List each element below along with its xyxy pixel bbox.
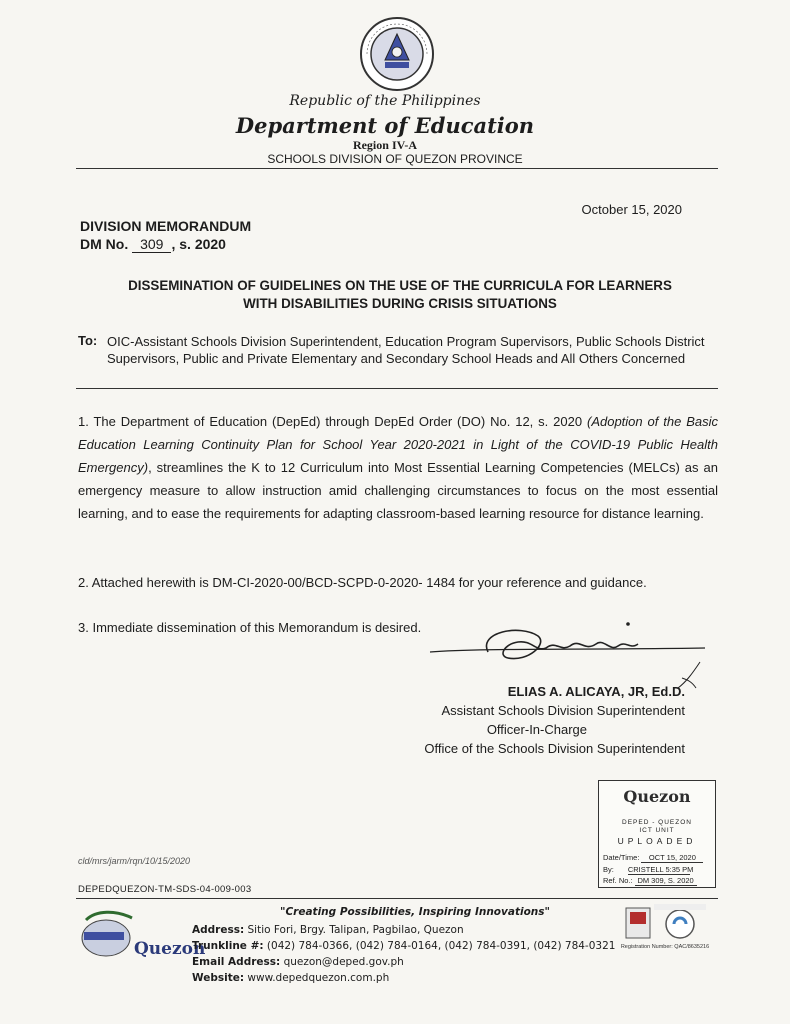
dm-suffix: , s. 2020: [171, 236, 226, 252]
deped-seal-logo: [359, 16, 435, 92]
stamp-by-label: By:: [603, 865, 614, 874]
website-label: Website:: [192, 972, 245, 984]
upload-stamp: [598, 780, 716, 888]
tagline: "Creating Possibilities, Inspiring Innovations": [280, 906, 550, 918]
website-value: www.depedquezon.com.ph: [247, 972, 390, 984]
paragraph-1-text-a: 1. The Department of Education (DepEd) through DepEd Order (DO) No. 12, s. 2020: [78, 414, 587, 429]
recipients-divider: [76, 388, 718, 389]
paragraph-1: [78, 410, 718, 525]
signature-image: [420, 618, 710, 690]
paragraph-2: 2. Attached herewith is DM-CI-2020-00/BCD-SCPD-0-2020- 1484 for your reference and guidance.: [78, 575, 647, 590]
trunkline-row: [192, 938, 615, 954]
paragraph-3: 3. Immediate dissemination of this Memorandum is desired.: [78, 620, 422, 635]
region-heading: Region IV-A: [352, 138, 418, 152]
stamp-unit: [599, 819, 715, 835]
division-heading: SCHOOLS DIVISION OF QUEZON PROVINCE: [267, 152, 523, 166]
trunkline-label: Trunkline #:: [192, 940, 264, 952]
stamp-ref-label: Ref. No.:: [603, 876, 633, 885]
signatory-title-1: Assistant Schools Division Superintendent: [441, 703, 685, 718]
paragraph-1-text-b: , streamlines the K to 12 Curriculum into Most Essential Learning Competencies (MELCs) as an emergency measure to allow instruction amid challenging circumstances to focus on the most essential learning, and to ease the requirements for adapting classroom-based learning resource for distance learning.: [78, 460, 718, 521]
stamp-by-value: CRISTELL 5:35 PM: [627, 865, 694, 874]
signatory-title-3: Office of the Schools Division Superintendent: [424, 741, 685, 756]
contact-info: [192, 922, 615, 986]
subject-line-1: DISSEMINATION OF GUIDELINES ON THE USE OF THE CURRICULA FOR LEARNERS: [128, 278, 672, 293]
recipients: OIC-Assistant Schools Division Superintendent, Education Program Supervisors, Public Schools District Supervisors, Public and Private Elementary and Secondary School Heads and All Others Concerned: [107, 334, 705, 366]
stamp-ref-row: [603, 876, 711, 886]
address-row: [192, 922, 615, 938]
memo-type: DIVISION MEMORANDUM: [80, 218, 252, 234]
initials-line: cld/mrs/jarm/rqn/10/15/2020: [78, 856, 191, 866]
subject-line-2: WITH DISABILITIES DURING CRISIS SITUATIONS: [243, 296, 557, 311]
footer-divider: [76, 898, 718, 899]
memo-date: October 15, 2020: [581, 202, 682, 217]
deped-quezon-logo: [76, 908, 206, 962]
email-label: Email Address:: [192, 956, 281, 968]
signatory-name: ELIAS A. ALICAYA, JR, Ed.D.: [507, 684, 685, 699]
dm-number: 309: [132, 236, 171, 253]
memo-subject: [80, 277, 720, 313]
stamp-ref-value: DM 309, S. 2020: [635, 876, 697, 886]
signatory-title-2: Officer-In-Charge: [486, 722, 587, 737]
document-code: DEPEDQUEZON-TM-SDS-04-009-003: [78, 884, 252, 895]
stamp-unit-line-2: ICT UNIT: [639, 827, 675, 834]
stamp-logo: Quezon: [623, 787, 691, 806]
memo-number: [80, 236, 226, 253]
email-row: [192, 954, 615, 970]
signatory-block: [380, 682, 685, 758]
paragraph-1-italic: (Adoption of the Basic Education Learning Continuity Plan for School Year 2020-2021 in Light of the COVID-19 Public Health Emergency): [78, 414, 718, 475]
address-label: Address:: [192, 924, 245, 936]
email-value: quezon@deped.gov.ph: [283, 956, 404, 968]
stamp-status: UPLOADED: [617, 836, 697, 846]
footer-logo-text: Quezon: [134, 939, 206, 959]
stamp-unit-line-1: DEPED - QUEZON: [622, 819, 692, 826]
address-value: Sitio Fori, Brgy. Talipan, Pagbilao, Quezon: [247, 924, 464, 936]
republic-heading: Republic of the Philippines: [289, 93, 481, 109]
stamp-datetime-value: OCT 15, 2020: [641, 853, 703, 863]
stamp-by-row: [603, 865, 711, 875]
website-row: [192, 970, 615, 986]
stamp-datetime-row: [603, 853, 711, 863]
iso-certification-icon: [624, 904, 710, 962]
trunkline-value: (042) 784-0366, (042) 784-0164, (042) 784-0391, (042) 784-0321: [266, 940, 616, 952]
to-label: To:: [78, 333, 98, 348]
dm-prefix: DM No.: [80, 236, 129, 252]
department-heading: Department of Education: [235, 113, 535, 138]
iso-registration-text: Registration Number: QAC/8635216: [620, 944, 710, 950]
stamp-datetime-label: Date/Time:: [603, 853, 640, 862]
header-divider: [76, 168, 718, 169]
